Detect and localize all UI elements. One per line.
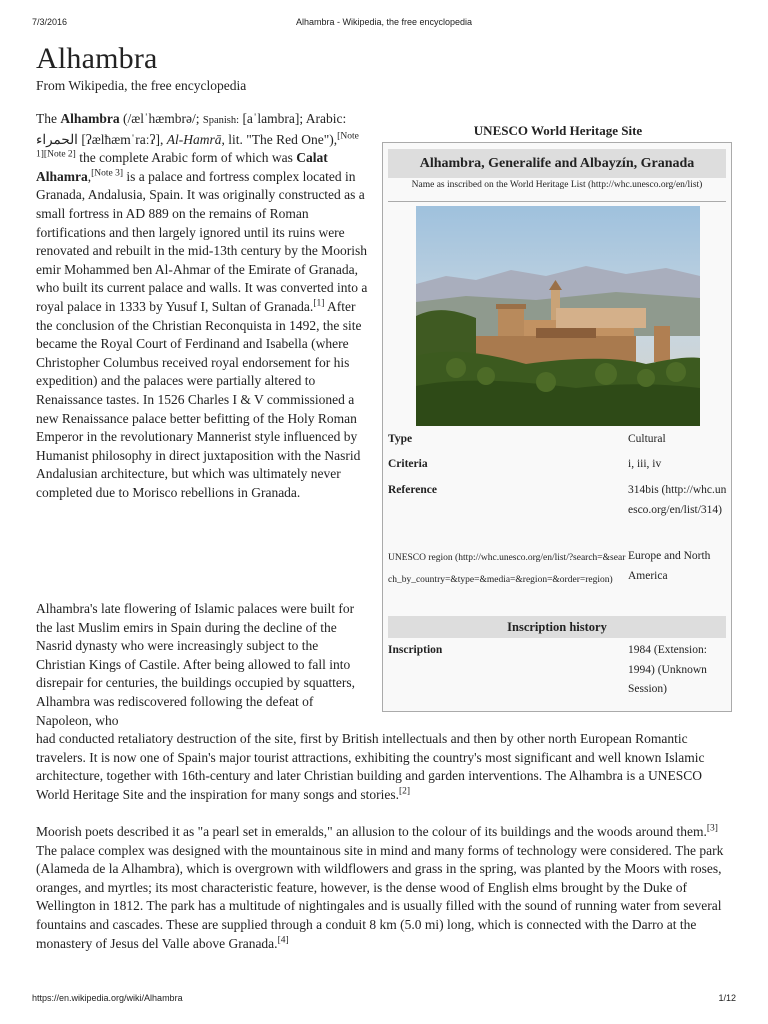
paragraph-3: Moorish poets described it as "a pearl set in emeralds," an allusion to the colour of its buildings and the woods around them.[3] The palace complex was designed with the mountainous site in mind and many forms of technology were considered. The park (Alameda de la Alhambra), which is overgrown with wildflowers and grass in the spring, was planted by the Moors with roses, oranges, and myrtles; its most characteristic feature, however, is the dense wood of English elms brought by the Duke of Wellington in 1812. The park has a multitude of nightingales and is usually filled with the sound of running water from several fountains and cascades. These are supplied through a conduit 8 km (5.0 mi) long, which is connected with the Darro at the monastery of Jesus del Valle above Granada.[4] bbox=[36, 823, 724, 951]
print-url: https://en.wikipedia.org/wiki/Alhambra bbox=[32, 993, 183, 1003]
ref-4-link[interactable]: [4] bbox=[277, 935, 289, 946]
article-name: Alhambra bbox=[60, 111, 120, 126]
infobox-caption: UNESCO World Heritage Site bbox=[473, 123, 643, 138]
lead-paragraph: The Alhambra (/ælˈhæmbrə/; Spanish: [aˈlambra]; Arabic: الحمراء‎ [ʔælħæmˈraːʔ], Al-Hamrā, lit. "The Red One"),[Note 1][Note 2] the complete Arabic form of which was Calat Alhamra,[Note 3] is a palace and fortress complex located in Granada, Andalusia, Spain. It was originally constructed as a small fortress in AD 889 on the remains of Roman fortifications and then largely ignored until its ruins were renovated and rebuilt in the mid-13th century by the Moorish emir Mohammed ben Al-Ahmar of the Emirate of Granada, who built its current palace and walls. It was converted into a royal palace in 1333 by Yusuf I, Sultan of Granada.[1] After the conclusion of the Christian Reconquista in 1492, the site became the Royal Court of Ferdinand and Isabella (where Christopher Columbus received royal endorsement for his expedition) and the palaces were partially altered to Renaissance tastes. In 1526 Charles I & V commissioned a new Renaissance palace better befitting of the Holy Roman Emperor in the revolutionary Mannerist style influenced by Humanist philosophy in direct juxtaposition with the Nasrid Andalusian architecture, but which was ultimately never completed due to Morisco rebellions in Granada. bbox=[36, 111, 368, 500]
paragraph-2-left: Alhambra's late flowering of Islamic palaces were built for the last Muslim emirs in Spain during the decline of the Nasrid dynasty who were increasingly subject to the Christian Kings of Castile. After being allowed to fall into disrepair for centuries, the buildings occupied by squatters, Alhambra was rediscovered following the defeat of Napoleon, who bbox=[36, 601, 356, 728]
row-reference-label: Reference bbox=[388, 484, 437, 496]
infobox bbox=[382, 142, 732, 712]
inscription-label: Inscription bbox=[388, 644, 443, 656]
arabic-name: الحمراء‎ bbox=[36, 131, 78, 147]
note-3-link[interactable]: [Note 3] bbox=[91, 168, 124, 179]
ref-3-link[interactable]: [3] bbox=[706, 823, 718, 834]
inscription-history-heading: Inscription history bbox=[388, 616, 726, 638]
unesco-region-label[interactable]: UNESCO region (http://whc.unesco.org/en/list/?search=&search_by_country=&type=&media=&region=&order=region) bbox=[388, 553, 626, 585]
infobox-divider bbox=[388, 201, 726, 202]
row-type-value: Cultural bbox=[628, 433, 666, 445]
note-1-link[interactable]: [Note 1] bbox=[36, 131, 359, 160]
ref-2-link[interactable]: [2] bbox=[398, 786, 411, 797]
print-page-number: 1/12 bbox=[718, 993, 736, 1003]
row-type-label: Type bbox=[388, 433, 413, 445]
row-criteria-label: Criteria bbox=[388, 458, 428, 470]
page-subtitle: From Wikipedia, the free encyclopedia bbox=[36, 78, 247, 93]
alhambra-photo bbox=[416, 206, 700, 426]
spanish-language-label[interactable]: Spanish: bbox=[202, 115, 240, 126]
infobox-heading: Alhambra, Generalife and Albayzín, Granada bbox=[388, 149, 726, 178]
infobox-note[interactable]: Name as inscribed on the World Heritage List (http://whc.unesco.org/en/list) bbox=[411, 180, 703, 190]
inscription-value: 1984 (Extension: 1994) (Unknown Session) bbox=[628, 644, 707, 695]
paragraph-2-full: had conducted retaliatory destruction of the site, first by British intellectuals and then by other north European Romantic travelers. It is now one of Spain's major tourist attractions, exhibiting the country's most significant and well known Islamic architecture, together with 16th-century and later Christian building and garden interventions. The Alhambra is a UNESCO World Heritage Site and the inspiration for many songs and stories.[2] bbox=[36, 731, 705, 802]
print-date: 7/3/2016 bbox=[32, 17, 68, 27]
row-reference-value[interactable]: 314bis (http://whc.unesco.org/en/list/314) bbox=[628, 484, 727, 516]
calat-alhamra: Calat Alhamra bbox=[36, 150, 328, 184]
print-title: Alhambra - Wikipedia, the free encyclopedia bbox=[295, 17, 473, 27]
ref-1-link[interactable]: [1] bbox=[313, 298, 325, 309]
page-title: Alhambra bbox=[36, 42, 158, 75]
note-2-link[interactable]: [Note 2] bbox=[43, 149, 76, 160]
unesco-region-value: Europe and North America bbox=[628, 550, 711, 582]
row-criteria-value: i, iii, iv bbox=[628, 458, 662, 470]
transliteration: Al-Hamrā bbox=[166, 131, 222, 147]
